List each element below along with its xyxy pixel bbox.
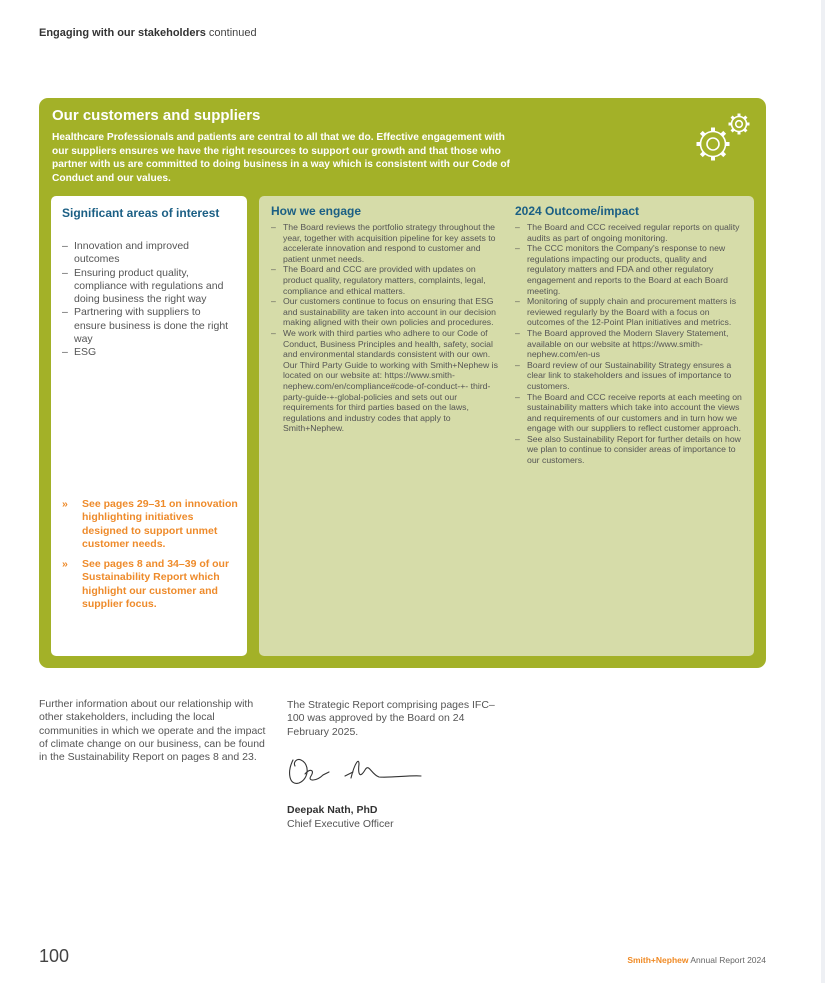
- footer-report-title: Smith+Nephew Annual Report 2024: [627, 955, 766, 965]
- list-item: – The Board reviews the portfolio strategy throughout the year, together with acquisition pipeline for key assets to accelerate innovation and respond to customer and patient unmet needs.: [271, 222, 499, 264]
- outcome-list: [515, 222, 747, 466]
- list-item: – We work with third parties who adhere to our Code of Conduct, Business Principles and health, safety, social and environmental standards consistent with our own.: [271, 328, 499, 360]
- customers-suppliers-panel: [39, 98, 766, 668]
- signer-role: Chief Executive Officer: [287, 818, 394, 830]
- list-item: – Board review of our Sustainability Strategy ensures a clear link to stakeholders and issues of importance to customers.: [515, 360, 747, 392]
- sustainability-report-link[interactable]: » See pages 8 and 34–39 of our Sustainability Report which highlight our customer and supplier focus.: [62, 558, 230, 611]
- panel-title: Our customers and suppliers: [52, 107, 261, 124]
- page-edge-strip: [821, 0, 825, 983]
- list-item: – The Board approved the Modern Slavery Statement, available on our website at https://www.smith-nephew.com/en-us: [515, 328, 747, 360]
- outcome-heading: 2024 Outcome/impact: [515, 204, 640, 218]
- double-chevron-icon: »: [62, 498, 68, 510]
- list-item: – Ensuring product quality, compliance with regulations and doing business the right way: [62, 267, 234, 307]
- significant-areas-heading: Significant areas of interest: [62, 206, 220, 220]
- how-we-engage-heading: How we engage: [271, 204, 362, 218]
- list-item: – Monitoring of supply chain and procurement matters is reviewed regularly by the Board with a focus on outcomes of the 12-Point Plan initiatives and metrics.: [515, 296, 747, 328]
- list-item: – ESG: [62, 346, 234, 359]
- list-item: – The Board and CCC receive reports at each meeting on sustainability matters which take into account the views and requirements of our customers and in turn how we engage with our suppliers to reflect customer approach.: [515, 392, 747, 434]
- further-information-text: Further information about our relationship with other stakeholders, including the local communities in which we operate and the impact of climate change on our business, can be found in the Sustainability Report on pages 8 and 23.: [39, 698, 266, 764]
- how-we-engage-column: [271, 204, 499, 434]
- list-item: – The Board and CCC are provided with updates on product quality, regulatory matters, complaints, legal, compliance and ethical matters.: [271, 264, 499, 296]
- engagement-card: [259, 196, 754, 656]
- list-item: – See also Sustainability Report for further details on how we plan to continue to consider areas of importance to our customers.: [515, 434, 747, 466]
- significant-areas-card: [51, 196, 247, 656]
- brand-name: Smith+Nephew: [627, 955, 689, 965]
- list-item: – Our customers continue to focus on ensuring that ESG and sustainability are taken into account in our decision making aligned with their own policies and procedures.: [271, 296, 499, 328]
- list-item: – The Board and CCC received regular reports on quality audits as part of ongoing monitoring.: [515, 222, 747, 243]
- cross-reference-links: [62, 498, 240, 618]
- how-we-engage-list: [271, 222, 499, 360]
- panel-intro: Healthcare Professionals and patients are central to all that we do. Effective engagement with our suppliers ensures we have the right resources to support our growth and that those who partner with us are committed to doing business in a way which is consistent with our Code of Conduct and our values.: [52, 132, 510, 184]
- list-item: – The CCC monitors the Company's response to new regulations impacting our products, quality and regulatory matters and FDA and other regulatory engagement and reports to the Board at each Board meeting.: [515, 243, 747, 296]
- signer-name: Deepak Nath, PhD: [287, 804, 378, 816]
- strategic-report-approval: The Strategic Report comprising pages IFC–100 was approved by the Board on 24 February 2025.: [287, 699, 495, 738]
- section-header: Engaging with our stakeholders continued: [39, 27, 257, 39]
- outcome-column: [515, 204, 747, 466]
- third-party-guide-text: Our Third Party Guide to working with Smith+Nephew is located on our website at: https://www.smith-nephew.com/en/compliance#code-of-conduct-+- third-party-guide-+-global-policies and sets out our requirements for third parties based on the laws, regulations and industry codes that apply to Smith+Nephew.: [283, 359, 498, 434]
- significant-areas-list: [62, 240, 234, 360]
- double-chevron-icon: »: [62, 558, 68, 571]
- list-item: – Innovation and improved outcomes: [62, 240, 234, 267]
- gears-icon: [689, 110, 755, 164]
- list-item: – Partnering with suppliers to ensure business is done the right way: [62, 306, 234, 346]
- ceo-signature: [285, 748, 425, 790]
- innovation-pages-link[interactable]: » See pages 29–31 on innovation highlighting initiatives designed to support unmet customer needs.: [62, 498, 238, 550]
- page-number: 100: [39, 946, 70, 966]
